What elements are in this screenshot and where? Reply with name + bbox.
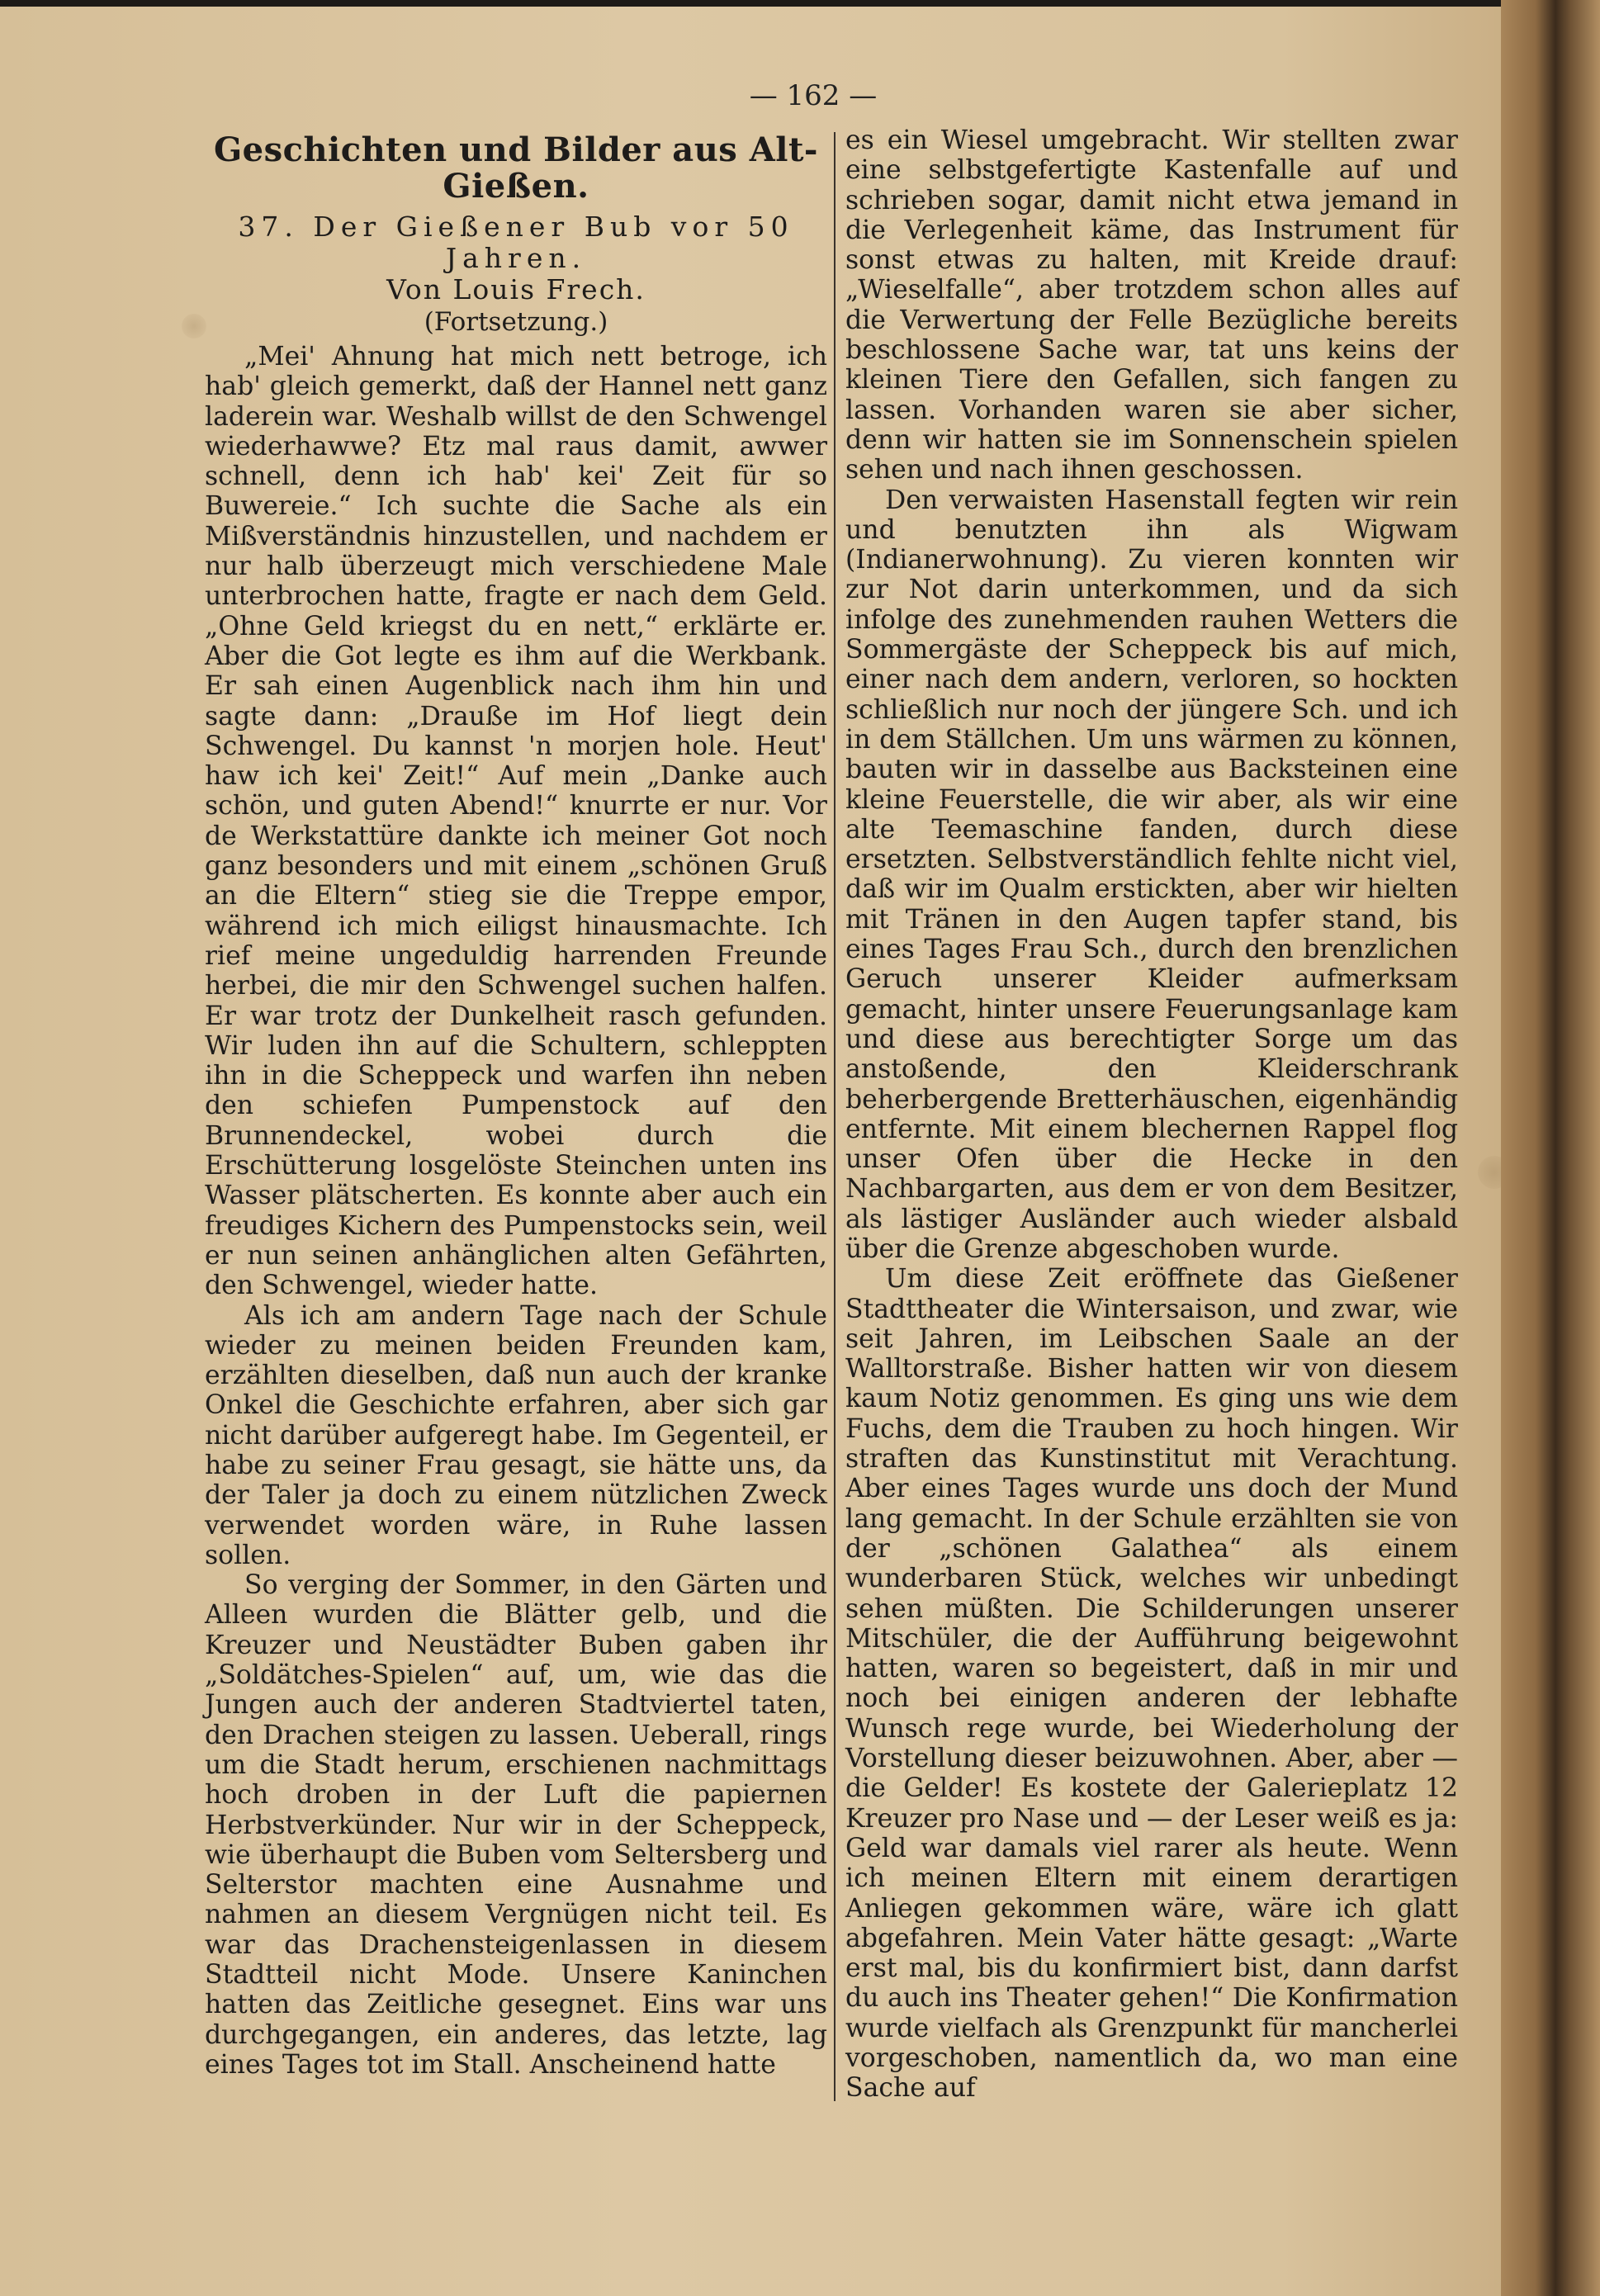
series-title: Geschichten und Bilder aus Alt-Gießen. bbox=[213, 130, 819, 206]
paragraph: Als ich am andern Tage nach der Schule wieder zu meinen beiden Freunden kam, erzählten dieselben, daß nun auch der kranke Onkel die Geschichte erfahren, aber sich gar nicht darüber aufgeregt habe. Im Gegenteil, er habe zu seiner Frau gesagt, sie hätte uns, da der Taler ja doch zu einem nützlichen Zweck verwendet worden wäre, in Ruhe lassen sollen. bbox=[205, 1300, 827, 1570]
paragraph: es ein Wiesel umgebracht. Wir stellten zwar eine selbstgefertigte Kastenfalle auf und schrieben sogar, damit nicht etwa jemand in die Verlegenheit käme, das Instrument für sonst etwas zu halten, mit Kreide drauf: „Wieselfalle“, aber trotzdem schon alles auf die Verwertung der Felle Bezügliche bereits beschlossene Sache war, tat uns keins der kleinen Tiere den Gefallen, sich fangen zu lassen. Vorhanden waren sie aber sicher, denn wir hatten sie im Sonnenschein spielen sehen und nach ihnen geschossen. bbox=[845, 125, 1458, 485]
paragraph: Den verwaisten Hasenstall fegten wir rein und benutzten ihn als Wigwam (Indianerwohnung). Zu vieren konnten wir zur Not darin unterkommen, und da sich infolge des zunehmenden rauhen Wetters die Sommergäste der Scheppeck bis auf mich, einer nach dem andern, verloren, so hockten schließlich nur noch der jüngere Sch. und ich in dem Ställchen. Um uns wärmen zu können, bauten wir in dasselbe aus Backsteinen eine kleine Feuerstelle, die wir aber, als wir eine alte Teemaschine fanden, durch diese ersetzten. Selbstverständlich fehlte nicht viel, daß wir im Qualm erstickten, aber wir hielten mit Tränen in den Augen tapfer stand, bis eines Tages Frau Sch., durch den brenzlichen Geruch unserer Kleider aufmerksam gemacht, hinter unsere Feuerungsanlage kam und diese aus berechtigter Sorge um das anstoßende, den Kleiderschrank beherbergende Bretterhäuschen, eigenhändig entfernte. Mit einem blechernen Rappel flog unser Ofen über die Hecke in den Nachbargarten, aus dem er von dem Besitzer, als lästiger Ausländer auch wieder alsbald über die Grenze abgeschoben wurde. bbox=[845, 485, 1458, 1264]
right-column bbox=[845, 125, 1458, 2104]
chapter-title: 37. Der Gießener Bub vor 50 Jahren. bbox=[238, 211, 794, 274]
top-edge bbox=[0, 0, 1600, 7]
paragraph: „Mei' Ahnung hat mich nett betroge, ich hab' gleich gemerkt, daß der Hannel nett ganz laderein war. Weshalb willst de den Schwengel wiederhawwe? Etz mal raus damit, awwer schnell, denn ich hab' kei' Zeit für so Buwereie.“ Ich suchte die Sache als ein Mißverständnis hinzustellen, und nachdem er nur halb überzeugt mich verschiedene Male unterbrochen hatte, fragte er nach dem Geld. „Ohne Geld kriegst du en nett,“ erklärte er. Aber die Got legte es ihm auf die Werkbank. Er sah einen Augenblick nach ihm hin und sagte dann: „Drauße im Hof liegt dein Schwengel. Du kannst 'n morjen hole. Heut' haw ich kei' Zeit!“ Auf mein „Danke auch schön, und guten Abend!“ knurrte er nur. Vor de Werkstattüre dankte ich meiner Got noch ganz besonders und mit einem „schönen Gruß an die Eltern“ stieg sie die Treppe empor, während ich mich eiligst hinausmachte. Ich rief meine ungeduldig harrenden Freunde herbei, die mir den Schwengel suchen halfen. Er war trotz der Dunkelheit rasch gefunden. Wir luden ihn auf die Schultern, schleppten ihn in die Scheppeck und warfen ihn neben den schiefen Pumpenstock auf den Brunnendeckel, wobei durch die Erschütterung losgelöste Steinchen unten ins Wasser plätscherten. Es konnte aber auch ein freudiges Kichern des Pumpenstocks sein, weil er nun seinen anhänglichen alten Gefährten, den Schwengel, wieder hatte. bbox=[205, 342, 827, 1301]
author-line: Von Louis Frech. bbox=[386, 273, 646, 305]
continuation-note: (Fortsetzung.) bbox=[424, 307, 608, 337]
book-binding bbox=[1501, 0, 1600, 2296]
paper-stain bbox=[182, 314, 206, 338]
page-number: — 162 — bbox=[749, 79, 878, 112]
paragraph: So verging der Sommer, in den Gärten und Alleen wurden die Blätter gelb, und die Kreuzer und Neustädter Buben gaben ihr „Soldätches-Spielen“ auf, um, wie das die Jungen auch der anderen Stadtviertel taten, den Drachen steigen zu lassen. Ueberall, rings um die Stadt herum, erschienen nachmittags hoch droben in der Luft die papiernen Herbstverkünder. Nur wir in der Scheppeck, wie überhaupt die Buben vom Seltersberg und Selterstor machten eine Ausnahme und nahmen an diesem Vergnügen nicht teil. Es war das Drachensteigenlassen in diesem Stadtteil nicht Mode. Unsere Kaninchen hatten das Zeitliche gesegnet. Eins war uns durchgegangen, ein anderes, das letzte, lag eines Tages tot im Stall. Anscheinend hatte bbox=[205, 1570, 827, 2080]
column-divider bbox=[834, 132, 836, 2101]
paragraph: Um diese Zeit eröffnete das Gießener Stadttheater die Wintersaison, und zwar, wie seit Jahren, im Leibschen Saale an der Walltorstraße. Bisher hatten wir von diesem kaum Notiz genommen. Es ging uns wie dem Fuchs, dem die Trauben zu hoch hingen. Wir straften das Kunstinstitut mit Verachtung. Aber eines Tages wurde uns doch der Mund lang gemacht. In der Schule erzählten sie von der „schönen Galathea“ als einem wunderbaren Stück, welches wir unbedingt sehen müßten. Die Schilderungen unserer Mitschüler, die der Aufführung beigewohnt hatten, waren so begeistert, daß in mir und noch bei einigen anderen der lebhafte Wunsch rege wurde, bei Wiederholung der Vorstellung dieser beizuwohnen. Aber, aber — die Gelder! Es kostete der Galerieplatz 12 Kreuzer pro Nase und — der Leser weiß es ja: Geld war damals viel rarer als heute. Wenn ich meinen Eltern mit einem derartigen Anliegen gekommen wäre, wäre ich glatt abgefahren. Mein Vater hätte gesagt: „Warte erst mal, bis du konfirmiert bist, dann darfst du auch ins Theater gehen!“ Die Konfirmation wurde vielfach als Grenzpunkt für mancherlei vorgeschoben, namentlich da, wo man eine Sache auf bbox=[845, 1264, 1458, 2104]
left-column bbox=[205, 124, 827, 2080]
